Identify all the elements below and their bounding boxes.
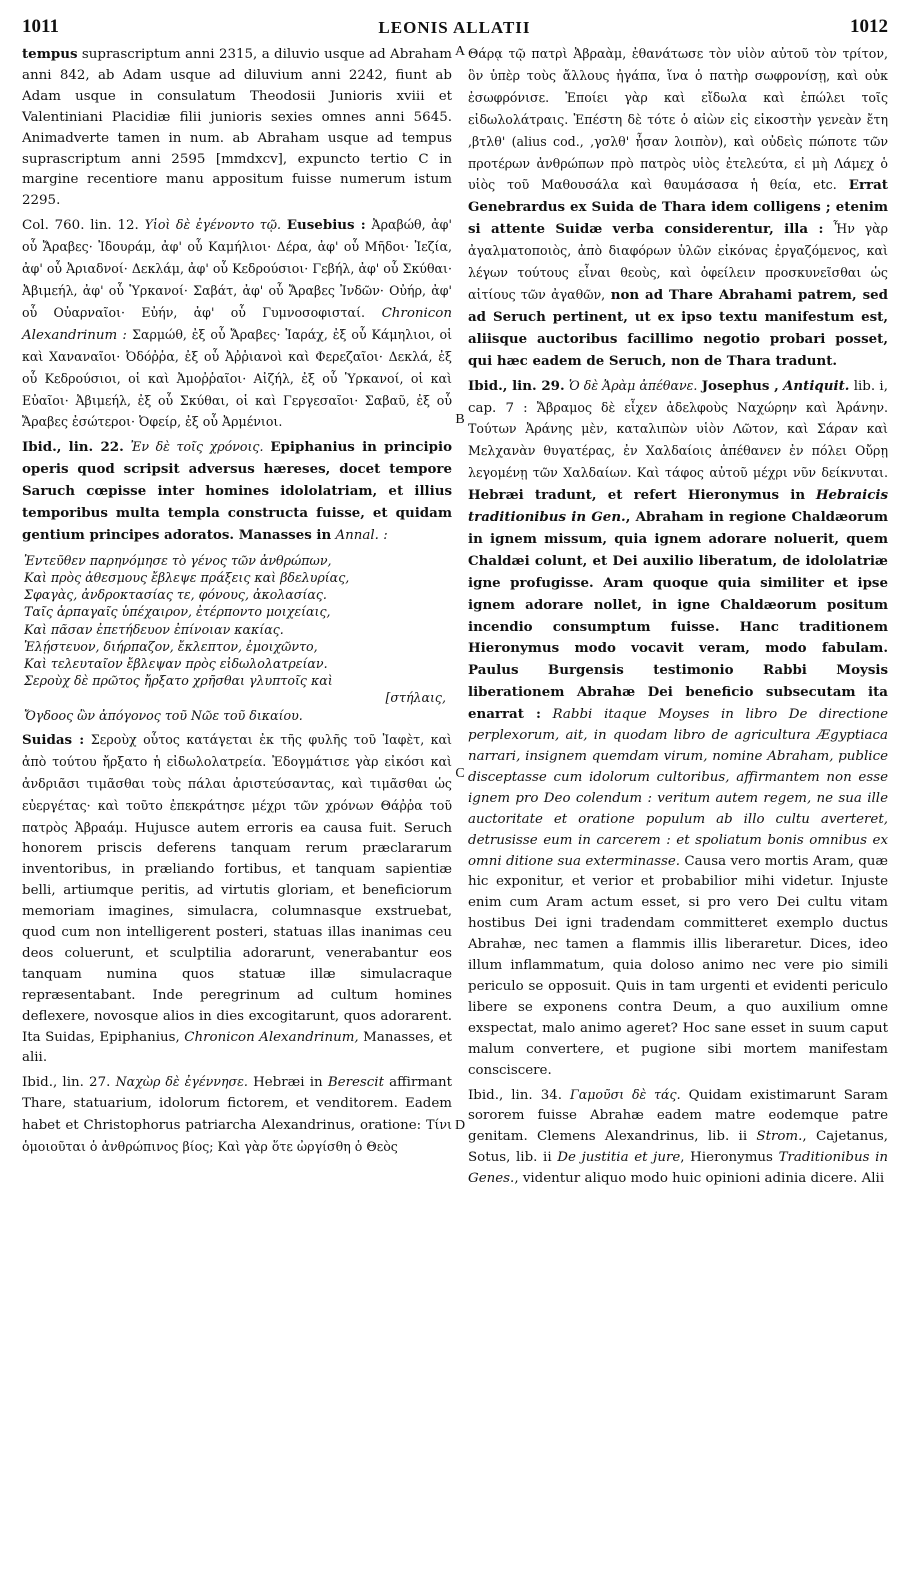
margin-marker-a: A — [454, 44, 466, 59]
paragraph: Col. 760. lin. 12. Υἱοὶ δὲ ἐγένοντο τῷ. Eusebius : Ἀραβώθ, ἀφ' οὗ Ἄραβες· Ἰδουράμ, ἀφ' οὗ Καμήλιοι· Δέρα, ἀφ' οὗ Μῆδοι· Ἰεζία, ἀφ' οὗ Ἀριαδνοί· Δεκλάμ, ἀφ' οὗ Κεδρούσιοι· Γεβήλ, ἀφ' οὗ Σκύθαι· Ἀβιμεήλ, ἀφ' οὗ Ὑρκανοί· Σαβάτ, ἀφ' οὗ Ἄραβες Ἰνδῶν· Οὐήρ, ἀφ' οὗ Οὐαρναῖοι· Εὐήν, ἀφ' οὗ Γυμνοσοφισταί. Chronicon Alexandrinum : Σαρμώθ, ἐξ οὗ Ἄραβες· Ἱαράχ, ἐξ οὗ Κάμηλιοι, οἱ καὶ Χαναναῖοι· Ὀδόῤῥα, ἐξ οὗ Ἀῤῥιανοὶ καὶ Φερεζαῖοι· Δεκλά, ἐξ οὗ Κεδρούσιοι, οἱ καὶ Ἀμοῤῥαῖοι· Αἰζήλ, ἐξ οὗ Ὑρκανοί, οἱ καὶ Εὐαῖοι· Ἀβιμεήλ, ἐξ οὗ Σκύθαι, οἱ καὶ Γεργεσαῖοι· Σαβαῦ, ἐξ οὗ Ἄραβες ἐσώτεροι· Ὀφείρ, ἐξ οὗ Ἀρμένιοι. — [22, 217, 453, 430]
left-page-number: 1011 — [22, 16, 59, 37]
margin-marker-c: C — [455, 766, 465, 781]
paragraph: Ibid., lin. 29. Ὁ δὲ Ἀρὰμ ἀπέθανε. Josephus , Antiquit. lib. i, cap. 7 : Ἄβραμος δὲ εἶχεν ἀδελφοὺς Ναχώρην καὶ Ἀράνην. Τούτων Ἀράνης μὲν, καταλιπὼν υἱὸν Λῶτον, καὶ Σάραν καὶ Μελχανὰν θυγατέρας, ἐν Χαλδαίοις ἀπέθανεν ἐν πόλει Οὔρῃ λεγομένῃ τῶν Χαλδαίων. Καὶ τάφος αὐτοῦ μέχρι νῦν δείκνυται. Hebræi tradunt, et refert Hieronymus in Hebraicis traditionibus in Gen., Abraham in regione Chaldæorum in ignem missum, quia ignem adorare noluerit, quem Chaldæi colunt, et Dei auxilio liberatum, de idololatriæ igne profugisse. Aram quoque quia similiter et ipse ignem adorare nollet, in igne Chaldæorum positum incendio consumptum fuisse. Hanc traditionem Hieronymus modo vocavit veram, modo fabulam. Paulus Burgensis testimonio Rabbi Moysis liberationem Abrahæ Dei beneficio subsecutam ita enarrat : Rabbi itaque Moyses in libro De directione perplexorum, ait, in quodam libro de agricultura Ægyptiaca narrari, insignem quemdam virum, nomine Abraham, publice disceptasse cum idolorum cultoribus, affirmantem non esse ignem pro Deo colendum : veritum autem regem, ne sua ille auctoritate et oratione populum ab illo cultu averteret, detrusisse eum in carcerem : et spoliatum bonis omnibus ex omni ditione sua exterminasse. Causa vero mortis Aram, quæ hic exponitur, et verior et probabilior mihi videtur. Injuste enim cum Aram actum esset, si pro vero Dei cultu vitam hostibus Dei igni tradendam committeret exemplo ductus Abrahæ, nec tamen a flammis illis liberaretur. Dices, ideo illum inflammatum, quia doloso animo nec vere pio simili periculo se opposuit. Quis in tam urgenti et evidenti periculo libere se exponens contra Deum, a quo auxilium omne exspectat, malo animo ageret? Hoc sane esset in suum caput malum convertere, et pugione sibi mortem manifestam consciscere. — [468, 377, 889, 1078]
paragraph: Ibid., lin. 34. Γαμοῦσι δὲ τάς. Quidam existimarunt Saram sororem fuisse Abrahæ eadem matre eodemque patre genitam. Clemens Alexandrinus, lib. ii Strom., Cajetanus, Sotus, lib. ii De justitia et jure, Hieronymus Traditionibus in Genes., videntur aliquo modo huic opinioni adinia dicere. Alii — [468, 1086, 889, 1187]
margin-marker-b: B — [455, 412, 465, 427]
verse-quotation: Ἐντεῦθεν παρηνόμησε τὸ γένος τῶν ἀνθρώπων, Καὶ πρὸς ἀθεσμους ἔβλεψε πράξεις καὶ βδελυρίας, Σφαγὰς, ἀνδροκτασίας τε, φόνους, ἀκολασίας. Ταῖς ἁρπαγαῖς ὑπέχαιρον, ἐτέρποντο μοιχείαις, Καὶ πᾶσαν ἐπετήδευον ἐπίνοιαν κακίας. Ἐλῄστευον, διήρπαζον, ἔκλεπτον, ἐμοιχῶντο, Καὶ τελευταῖον ἔβλεψαν πρὸς εἰδωλολατρείαν. Σεροὺχ δὲ πρῶτος ἤρξατο χρῆσθαι γλυπτοῖς καὶ [στήλαις, Ὄγδοος ὢν ἀπόγονος τοῦ Νῶε τοῦ δικαίου. — [24, 552, 446, 723]
paragraph: Ibid., lin. 22. Ἐν δὲ τοῖς χρόνοις. Epiphanius in principio operis quod scripsit adversus hæreses, docet tempore Saruch cœpisse inter homines idololatriam, et illius temporibus multa templa constructa fuisse, et quidam gentium principes adoratos. Manasses in Annal. : — [22, 439, 453, 543]
right-page-number: 1012 — [850, 16, 888, 37]
paragraph: Θάρᾳ τῷ πατρὶ Ἀβραὰμ, ἐθανάτωσε τὸν υἱὸν αὐτοῦ τὸν τρίτον, ὃν ὑπὲρ τοὺς ἄλλους ἠγάπα, ἵνα ὁ πατὴρ σωφρονίσῃ, καὶ οὐκ ἐσωφρόνισε. Ἐποίει γὰρ καὶ εἴδωλα καὶ ἐπώλει τοῖς εἰδωλολάτραις. Ἐπέστη δὲ τότε ὁ αἰὼν εἰς εἰκοστὴν γενεὰν ἔτη ,βτλθ' (alius cod., ,γσλθ' ἦσαν λοιπὸν), καὶ οὐδεὶς πώποτε τῶν προτέρων ἀνθρώπων πρὸ πατρὸς υἱὸς ἐτελεύτα, εἰ μὴ Λάμεχ ὁ υἱὸς τοῦ Μαθουσάλα καὶ θαυμάσασα ἡ θεία, etc. Errat Genebrardus ex Suida de Thara idem colligens ; etenim si attente Suidæ verba considerentur, illa : Ἦν γὰρ ἀγαλματοποιὸς, ἀπὸ διαφόρων ὑλῶν εἰκόνας ἐργαζόμενος, καὶ λέγων τούτους εἶναι θεοὺς, καὶ ὀφείλειν προσκυνεῖσθαι ὡς αἰτίους τῶν ἀγαθῶν, non ad Thare Abrahami patrem, sed ad Seruch pertinent, ut ex ipso textu manifestum est, aliisque auctoribus facillimo negotio probari posset, qui hæc eadem de Seruch, non de Thara tradunt. — [468, 46, 889, 369]
left-column — [22, 44, 452, 1162]
running-header — [22, 8, 888, 38]
paragraph: Ibid., lin. 27. Ναχὼρ δὲ ἐγέννησε. Hebræi in Berescit affirmant Thare, statuarium, idolorum fictorem, et venditorem. Eadem habet et Christophorus patriarcha Alexandrinus, oratione: Τίνι ὁμοιοῦται ὁ ἀνθρώπινος βίος; Καὶ γὰρ ὅτε ὠργίσθη ὁ Θεὸς — [22, 1074, 453, 1155]
paragraph: tempus suprascriptum anni 2315, a diluvio usque ad Abraham anni 842, ab Adam usque ad diluvium anni 2242, fiunt ab Adam usque in consulatum Theodosii Junioris xviii et Valentiniani Placidiæ filii junioris sexies omnes anni 5645. Animadverte tamen in num. ab Abraham usque ad tempus suprascriptum anni 2595 [mmdxcv], expuncto tertio C in margine recentiore manu appositum fuisse numerum istum 2295. — [22, 46, 452, 209]
margin-marker-d: D — [454, 1118, 466, 1133]
running-title: LEONIS ALLATII — [378, 18, 531, 37]
paragraph: Suidas : Σεροὺχ οὗτος κατάγεται ἐκ τῆς φυλῆς τοῦ Ἰαφὲτ, καὶ ἀπὸ τούτου ἤρξατο ἡ εἰδωλολατρεία. Ἐδογμάτισε γὰρ εἰκόσι καὶ ἀνδριᾶσι τιμᾶσθαι τοὺς πάλαι ἀριστεύσαντας, καὶ τιμᾶσθαι ὡς εὐεργέτας· καὶ τοῦτο ἐπεκράτησε μέχρι τῶν χρόνων Θάῤῥα τοῦ πατρὸς Ἀβραάμ. Hujusce autem erroris ea causa fuit. Seruch honorem priscis deferens tanquam rerum præclararum inventoribus, in præliando fortibus, et tanquam sapientiæ belli, artiumque peritis, ad virtutis gloriam, et beneficiorum memoriam imagines, simulacra, columnasque exstruebat, quod cum non intelligerent posteri, statuas illas inanimas ceu deos coluerunt, et sculptilia adorarunt, venerabantur eos tanquam numina quos statuæ illæ simulacraque repræsentabant. Inde peregrinum ad cultum homines deflexere, novosque alios in dies excogitarunt, quos adorarent. Ita Suidas, Epiphanius, Chronicon Alexandrinum, Manasses, et alii. — [22, 731, 452, 1066]
right-column — [468, 44, 888, 1193]
